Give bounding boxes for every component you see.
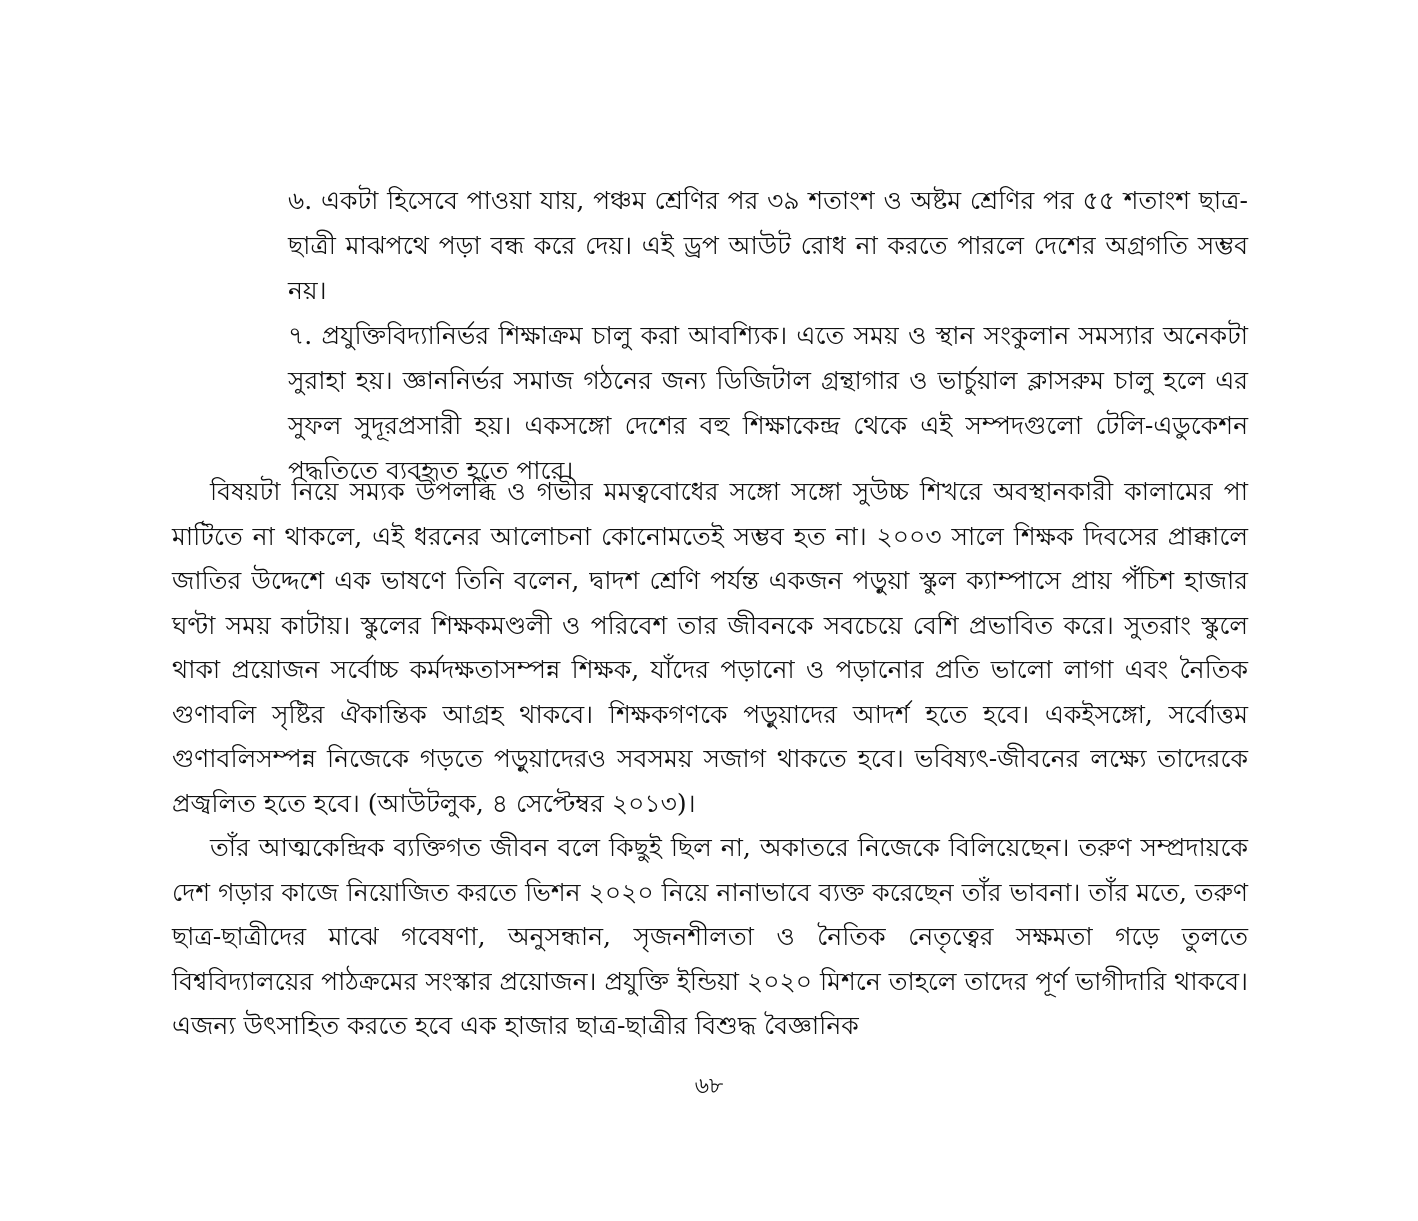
body-text [172, 470, 1248, 1049]
page-number: ৬৮ [694, 1074, 724, 1099]
list-item-6: ৬. একটা হিসেবে পাওয়া যায়, পঞ্চম শ্রেণির পর ৩৯ শতাংশ ও অষ্টম শ্রেণির পর ৫৫ শতাংশ ছাত্র-ছাত্রী মাঝপথে পড়া বন্ধ করে দেয়। এই ড্রপ আউট রোধ না করতে পারলে দেশের অগ্রগতি সম্ভব নয়। [288, 186, 1248, 305]
paragraph-kalam-teachers-day: বিষয়টা নিয়ে সম্যক উপলব্ধি ও গভীর মমত্ববোধের সঙ্গো সঙ্গো সুউচ্চ শিখরে অবস্থানকারী কালামের পা মাটিতে না থাকলে, এই ধরনের আলোচনা কোনোমতেই সম্ভব হত না। ২০০৩ সালে শিক্ষক দিবসের প্রাক্কালে জাতির উদ্দেশে এক ভাষণে তিনি বলেন, দ্বাদশ শ্রেণি পর্যন্ত একজন পড়ুয়া স্কুল ক্যাম্পাসে প্রায় পঁচিশ হাজার ঘণ্টা সময় কাটায়। স্কুলের শিক্ষকমণ্ডলী ও পরিবেশ তার জীবনকে সবচেয়ে বেশি প্রভাবিত করে। সুতরাং স্কুলে থাকা প্রয়োজন সর্বোচ্চ কর্মদক্ষতাসম্পন্ন শিক্ষক, যাঁদের পড়ানো ও পড়ানোর প্রতি ভালো লাগা এবং নৈতিক গুণাবলি সৃষ্টির ঐকান্তিক আগ্রহ থাকবে। শিক্ষকগণকে পড়ুয়াদের আদর্শ হতে হবে। একইসঙ্গো, সর্বোত্তম গুণাবলিসম্পন্ন নিজেকে গড়তে পড়ুয়াদেরও সবসময় সজাগ থাকতে হবে। ভবিষ্যৎ-জীবনের লক্ষ্যে তাদেরকে প্রজ্বলিত হতে হবে। (আউটলুক, ৪ সেপ্টেম্বর ২০১৩)। [172, 477, 1248, 818]
numbered-list [288, 178, 1248, 493]
list-item-7: ৭. প্রযুক্তিবিদ্যানির্ভর শিক্ষাক্রম চালু করা আবশ্যিক। এতে সময় ও স্থান সংকুলান সমস্যার অনেকটা সুরাহা হয়। জ্ঞাননির্ভর সমাজ গঠনের জন্য ডিজিটাল গ্রন্থাগার ও ভার্চুয়াল ক্লাসরুম চালু হলে এর সুফল সুদূরপ্রসারী হয়। একসঙ্গো দেশের বহু শিক্ষাকেন্দ্র থেকে এই সম্পদগুলো টেলি-এডুকেশন পদ্ধতিতে ব্যবহৃত হতে পারে। [288, 321, 1248, 485]
paragraph-vision-2020: তাঁর আত্মকেন্দ্রিক ব্যক্তিগত জীবন বলে কিছুই ছিল না, অকাতরে নিজেকে বিলিয়েছেন। তরুণ সম্প্রদায়কে দেশ গড়ার কাজে নিয়োজিত করতে ভিশন ২০২০ নিয়ে নানাভাবে ব্যক্ত করেছেন তাঁর ভাবনা। তাঁর মতে, তরুণ ছাত্র-ছাত্রীদের মাঝে গবেষণা, অনুসন্ধান, সৃজনশীলতা ও নৈতিক নেতৃত্বের সক্ষমতা গড়ে তুলতে বিশ্ববিদ্যালয়ের পাঠক্রমের সংস্কার প্রয়োজন। প্রযুক্তি ইন্ডিয়া ২০২০ মিশনে তাহলে তাদের পূর্ণ ভাগীদারি থাকবে। এজন্য উৎসাহিত করতে হবে এক হাজার ছাত্র-ছাত্রীর বিশুদ্ধ বৈজ্ঞানিক [172, 833, 1248, 1040]
